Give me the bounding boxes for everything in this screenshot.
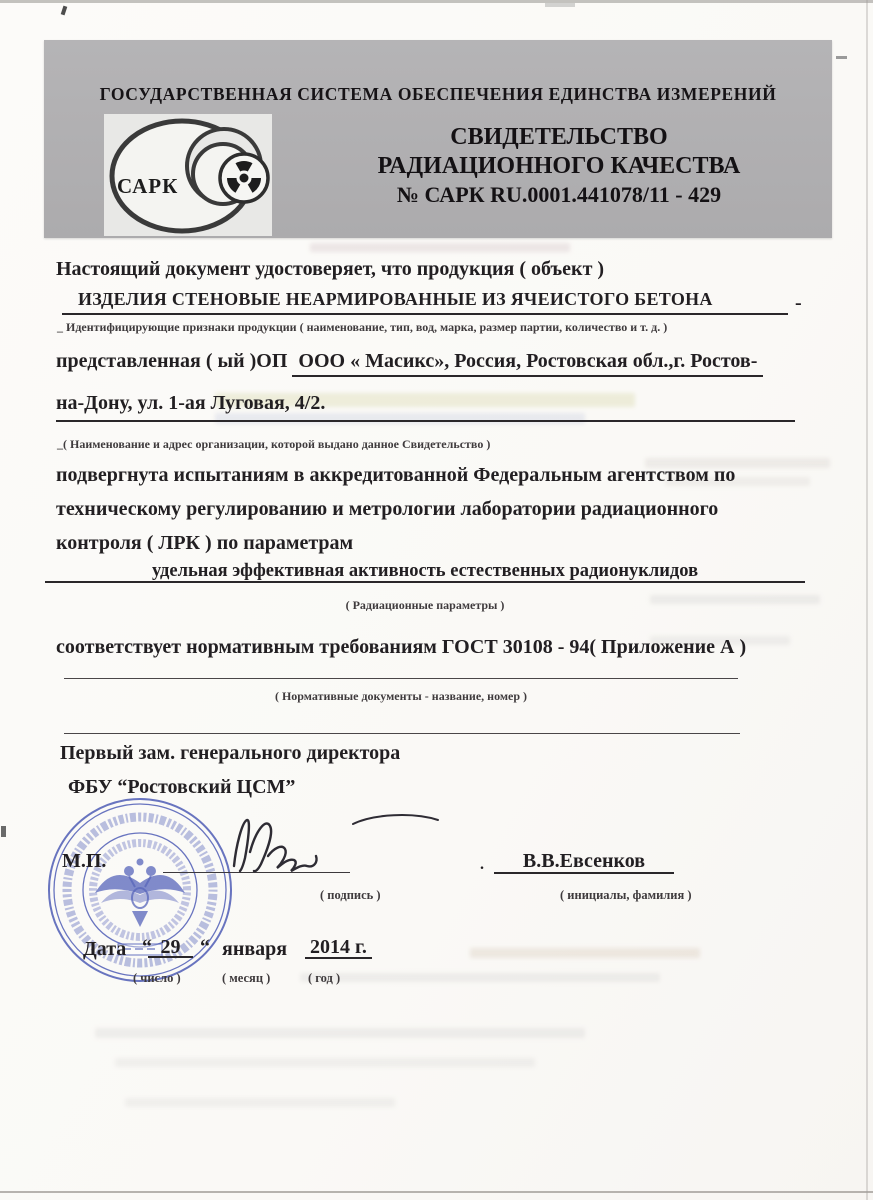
bleedthrough-mark — [115, 1058, 535, 1067]
conformity-statement: соответствует нормативным требованиям ГОСТ 30108 - 94( Приложение А ) — [56, 636, 747, 658]
scan-speck — [1, 826, 6, 837]
signer-position-line2: ФБУ “Ростовский ЦСМ” — [68, 776, 296, 798]
radiation-icon — [220, 154, 268, 202]
presented-line — [56, 350, 763, 373]
intro-statement: Настоящий документ удостоверяет, что продукция ( объект ) — [56, 258, 605, 280]
signer-name: В.В.Евсенков — [494, 850, 674, 874]
date-day-field: 29 — [148, 936, 193, 958]
radiation-parameter-caption: ( Радиационные параметры ) — [345, 598, 505, 612]
sark-logo-graphic — [104, 114, 272, 236]
separator-line — [64, 733, 740, 734]
presented-prefix: представленная ( ый )ОП — [56, 350, 288, 372]
bleedthrough-mark — [470, 948, 700, 958]
scan-speck — [836, 56, 847, 59]
date-open-quote: “ — [142, 936, 152, 958]
scan-right-edge-line — [866, 0, 868, 1200]
organization-address-field: на-Дону, ул. 1-ая Луговая, 4/2. — [56, 392, 795, 422]
signature-caption: ( подпись ) — [320, 888, 381, 902]
product-line-dash: - — [795, 292, 802, 314]
organization-caption: _( Наименование и адрес организации, которой выдано данное Свидетельство ) — [57, 437, 491, 451]
normative-blank-line — [64, 678, 738, 679]
bleedthrough-mark — [125, 1098, 395, 1107]
signature-icon — [228, 808, 458, 874]
scan-bottom-edge-line — [0, 1191, 873, 1193]
signer-name-caption: ( инициалы, фамилия ) — [560, 888, 692, 902]
scan-top-edge-line — [0, 0, 873, 3]
stamp-place-label: М.П. — [62, 850, 107, 872]
date-label: Дата — [83, 938, 127, 960]
organization-name-field: ООО « Масикс», Россия, Ростовская обл.,г. Ростов- — [292, 350, 763, 377]
bleedthrough-mark — [310, 243, 570, 252]
bleedthrough-mark — [300, 973, 660, 982]
normative-caption: ( Нормативные документы - название, номер ) — [274, 689, 528, 703]
radiation-parameter-field: удельная эффективная активность естественных радионуклидов — [45, 561, 805, 583]
product-caption: _ Идентифицирующие признаки продукции ( наименование, тип, вод, марка, размер партии, количество и т. д. ) — [57, 320, 668, 334]
tested-statement-line1: подвергнута испытаниям в аккредитованной Федеральным агентством по — [56, 464, 736, 486]
date-month-field: января — [222, 938, 288, 960]
name-prefix-dot: . — [480, 856, 484, 873]
product-name-field: ИЗДЕЛИЯ СТЕНОВЫЕ НЕАРМИРОВАННЫЕ ИЗ ЯЧЕИСТОГО БЕТОНА — [62, 289, 788, 315]
signer-position-line1: Первый зам. генерального директора — [60, 742, 401, 764]
certificate-number: № САРК RU.0001.441078/11 - 429 — [396, 182, 722, 207]
logo-text: САРК — [117, 174, 179, 198]
date-day-caption: ( число ) — [133, 971, 181, 985]
certificate-title-line1: СВИДЕТЕЛЬСТВО — [450, 124, 668, 150]
sark-logo — [104, 114, 272, 236]
tested-statement-line2: техническому регулированию и метрологии лаборатории радиационного — [56, 498, 719, 520]
date-close-quote: “ — [200, 936, 210, 958]
date-year-field: 2014 г. — [305, 936, 372, 959]
tested-statement-line3: контроля ( ЛРК ) по параметрам — [56, 532, 354, 554]
bleedthrough-mark — [95, 1028, 585, 1038]
scan-smudge — [545, 3, 575, 7]
double-headed-eagle-icon — [95, 859, 185, 928]
certificate-title-line2: РАДИАЦИОННОГО КАЧЕСТВА — [377, 153, 741, 179]
date-year-caption: ( год ) — [308, 971, 341, 985]
gost-system-header: ГОСУДАРСТВЕННАЯ СИСТЕМА ОБЕСПЕЧЕНИЯ ЕДИНСТВА ИЗМЕРЕНИЙ — [99, 84, 777, 104]
header-band — [44, 40, 832, 238]
date-month-caption: ( месяц ) — [222, 971, 271, 985]
scan-speck — [61, 6, 68, 16]
